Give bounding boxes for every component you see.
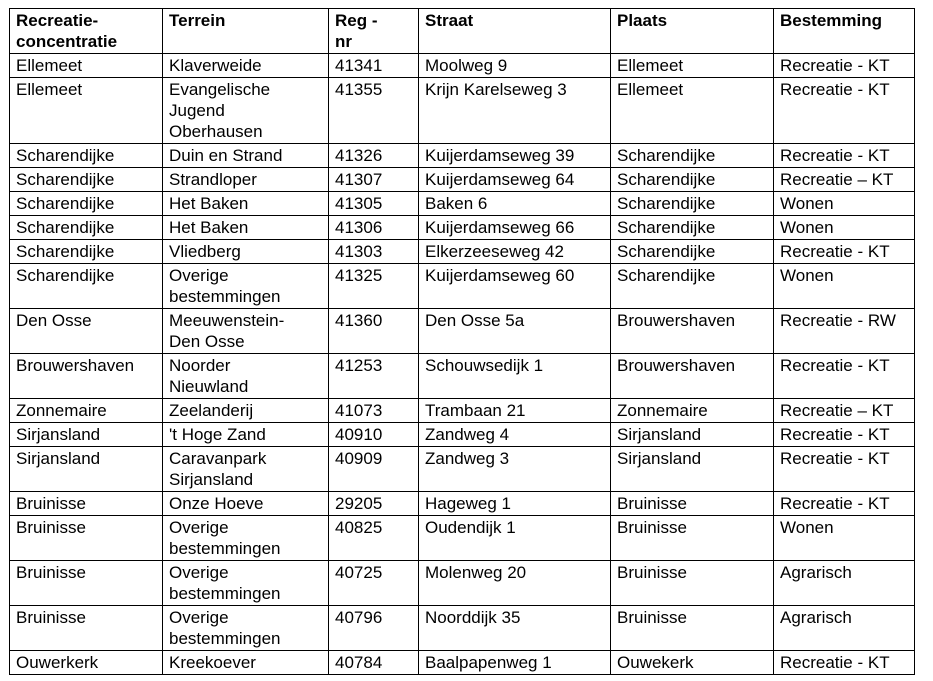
cell-bestemming: Wonen — [774, 216, 915, 240]
cell-bestemming: Recreatie - RW — [774, 309, 915, 354]
cell-recreatieconcentratie: Ouwerkerk — [10, 651, 163, 675]
table-row — [10, 606, 915, 651]
cell-straat: Moolweg 9 — [419, 54, 611, 78]
cell-reg-nr: 41355 — [329, 78, 419, 144]
cell-plaats: Zonnemaire — [611, 399, 774, 423]
cell-plaats: Bruinisse — [611, 492, 774, 516]
cell-terrein: Duin en Strand — [163, 144, 329, 168]
cell-terrein: Overige bestemmingen — [163, 561, 329, 606]
cell-recreatieconcentratie: Ellemeet — [10, 54, 163, 78]
cell-bestemming: Agrarisch — [774, 561, 915, 606]
cell-terrein: Overige bestemmingen — [163, 264, 329, 309]
cell-plaats: Sirjansland — [611, 423, 774, 447]
table-row — [10, 264, 915, 309]
table-body — [10, 54, 915, 675]
cell-terrein: Zeelanderij — [163, 399, 329, 423]
table-row — [10, 78, 915, 144]
cell-bestemming: Recreatie – KT — [774, 399, 915, 423]
cell-straat: Trambaan 21 — [419, 399, 611, 423]
table-row — [10, 561, 915, 606]
cell-reg-nr: 41303 — [329, 240, 419, 264]
cell-terrein: Caravanpark Sirjansland — [163, 447, 329, 492]
table-row — [10, 240, 915, 264]
table-row — [10, 168, 915, 192]
table-row — [10, 309, 915, 354]
table-row — [10, 492, 915, 516]
cell-plaats: Scharendijke — [611, 168, 774, 192]
cell-reg-nr: 40784 — [329, 651, 419, 675]
cell-terrein: Klaverweide — [163, 54, 329, 78]
cell-plaats: Brouwershaven — [611, 354, 774, 399]
cell-plaats: Scharendijke — [611, 264, 774, 309]
cell-terrein: 't Hoge Zand — [163, 423, 329, 447]
table-row — [10, 192, 915, 216]
table-row — [10, 144, 915, 168]
cell-bestemming: Wonen — [774, 192, 915, 216]
cell-recreatieconcentratie: Scharendijke — [10, 144, 163, 168]
cell-terrein: Het Baken — [163, 192, 329, 216]
cell-recreatieconcentratie: Scharendijke — [10, 168, 163, 192]
cell-terrein: Vliedberg — [163, 240, 329, 264]
cell-plaats: Ellemeet — [611, 78, 774, 144]
header-bestemming: Bestemming — [774, 9, 915, 54]
cell-straat: Baken 6 — [419, 192, 611, 216]
cell-plaats: Sirjansland — [611, 447, 774, 492]
cell-bestemming: Wonen — [774, 264, 915, 309]
table-row — [10, 216, 915, 240]
header-straat: Straat — [419, 9, 611, 54]
cell-bestemming: Recreatie - KT — [774, 447, 915, 492]
cell-bestemming: Wonen — [774, 516, 915, 561]
cell-straat: Noorddijk 35 — [419, 606, 611, 651]
table-row — [10, 516, 915, 561]
cell-recreatieconcentratie: Den Osse — [10, 309, 163, 354]
cell-straat: Kuijerdamseweg 39 — [419, 144, 611, 168]
cell-straat: Kuijerdamseweg 64 — [419, 168, 611, 192]
cell-straat: Elkerzeeseweg 42 — [419, 240, 611, 264]
cell-plaats: Scharendijke — [611, 216, 774, 240]
header-recreatieconcentratie: Recreatie- concentratie — [10, 9, 163, 54]
cell-bestemming: Recreatie – KT — [774, 168, 915, 192]
cell-terrein: Meeuwenstein- Den Osse — [163, 309, 329, 354]
header-row — [10, 9, 915, 54]
cell-bestemming: Recreatie - KT — [774, 54, 915, 78]
cell-bestemming: Agrarisch — [774, 606, 915, 651]
cell-recreatieconcentratie: Scharendijke — [10, 216, 163, 240]
recreatie-table — [9, 8, 915, 675]
cell-bestemming: Recreatie - KT — [774, 78, 915, 144]
cell-reg-nr: 41341 — [329, 54, 419, 78]
cell-bestemming: Recreatie - KT — [774, 423, 915, 447]
cell-recreatieconcentratie: Bruinisse — [10, 516, 163, 561]
cell-recreatieconcentratie: Scharendijke — [10, 192, 163, 216]
cell-plaats: Bruinisse — [611, 561, 774, 606]
cell-recreatieconcentratie: Bruinisse — [10, 606, 163, 651]
cell-recreatieconcentratie: Scharendijke — [10, 240, 163, 264]
cell-plaats: Scharendijke — [611, 240, 774, 264]
cell-reg-nr: 41305 — [329, 192, 419, 216]
table-row — [10, 399, 915, 423]
cell-recreatieconcentratie: Sirjansland — [10, 447, 163, 492]
cell-plaats: Bruinisse — [611, 606, 774, 651]
cell-bestemming: Recreatie - KT — [774, 492, 915, 516]
cell-straat: Baalpapenweg 1 — [419, 651, 611, 675]
cell-plaats: Scharendijke — [611, 144, 774, 168]
cell-reg-nr: 40909 — [329, 447, 419, 492]
cell-recreatieconcentratie: Bruinisse — [10, 561, 163, 606]
cell-recreatieconcentratie: Ellemeet — [10, 78, 163, 144]
cell-terrein: Het Baken — [163, 216, 329, 240]
table-row — [10, 54, 915, 78]
cell-reg-nr: 41073 — [329, 399, 419, 423]
cell-recreatieconcentratie: Sirjansland — [10, 423, 163, 447]
header-terrein: Terrein — [163, 9, 329, 54]
cell-terrein: Overige bestemmingen — [163, 516, 329, 561]
cell-plaats: Brouwershaven — [611, 309, 774, 354]
cell-bestemming: Recreatie - KT — [774, 240, 915, 264]
cell-reg-nr: 41325 — [329, 264, 419, 309]
cell-straat: Zandweg 3 — [419, 447, 611, 492]
cell-plaats: Ellemeet — [611, 54, 774, 78]
cell-bestemming: Recreatie - KT — [774, 144, 915, 168]
cell-terrein: Evangelische Jugend Oberhausen — [163, 78, 329, 144]
cell-bestemming: Recreatie - KT — [774, 354, 915, 399]
cell-plaats: Scharendijke — [611, 192, 774, 216]
cell-plaats: Bruinisse — [611, 516, 774, 561]
header-reg-nr: Reg - nr — [329, 9, 419, 54]
cell-recreatieconcentratie: Brouwershaven — [10, 354, 163, 399]
cell-straat: Den Osse 5a — [419, 309, 611, 354]
table-row — [10, 447, 915, 492]
cell-terrein: Noorder Nieuwland — [163, 354, 329, 399]
cell-straat: Schouwsedijk 1 — [419, 354, 611, 399]
cell-reg-nr: 41306 — [329, 216, 419, 240]
cell-reg-nr: 40910 — [329, 423, 419, 447]
cell-straat: Oudendijk 1 — [419, 516, 611, 561]
cell-recreatieconcentratie: Zonnemaire — [10, 399, 163, 423]
cell-reg-nr: 29205 — [329, 492, 419, 516]
cell-terrein: Kreekoever — [163, 651, 329, 675]
cell-straat: Kuijerdamseweg 66 — [419, 216, 611, 240]
cell-reg-nr: 41307 — [329, 168, 419, 192]
table-row — [10, 423, 915, 447]
cell-reg-nr: 40796 — [329, 606, 419, 651]
cell-straat: Molenweg 20 — [419, 561, 611, 606]
cell-reg-nr: 41360 — [329, 309, 419, 354]
table-header — [10, 9, 915, 54]
header-plaats: Plaats — [611, 9, 774, 54]
cell-terrein: Overige bestemmingen — [163, 606, 329, 651]
cell-recreatieconcentratie: Bruinisse — [10, 492, 163, 516]
cell-reg-nr: 40725 — [329, 561, 419, 606]
cell-reg-nr: 40825 — [329, 516, 419, 561]
cell-terrein: Onze Hoeve — [163, 492, 329, 516]
cell-bestemming: Recreatie - KT — [774, 651, 915, 675]
cell-straat: Kuijerdamseweg 60 — [419, 264, 611, 309]
cell-straat: Hageweg 1 — [419, 492, 611, 516]
table-row — [10, 651, 915, 675]
cell-reg-nr: 41326 — [329, 144, 419, 168]
cell-straat: Krijn Karelseweg 3 — [419, 78, 611, 144]
cell-straat: Zandweg 4 — [419, 423, 611, 447]
cell-terrein: Strandloper — [163, 168, 329, 192]
cell-reg-nr: 41253 — [329, 354, 419, 399]
cell-recreatieconcentratie: Scharendijke — [10, 264, 163, 309]
table-row — [10, 354, 915, 399]
cell-plaats: Ouwekerk — [611, 651, 774, 675]
